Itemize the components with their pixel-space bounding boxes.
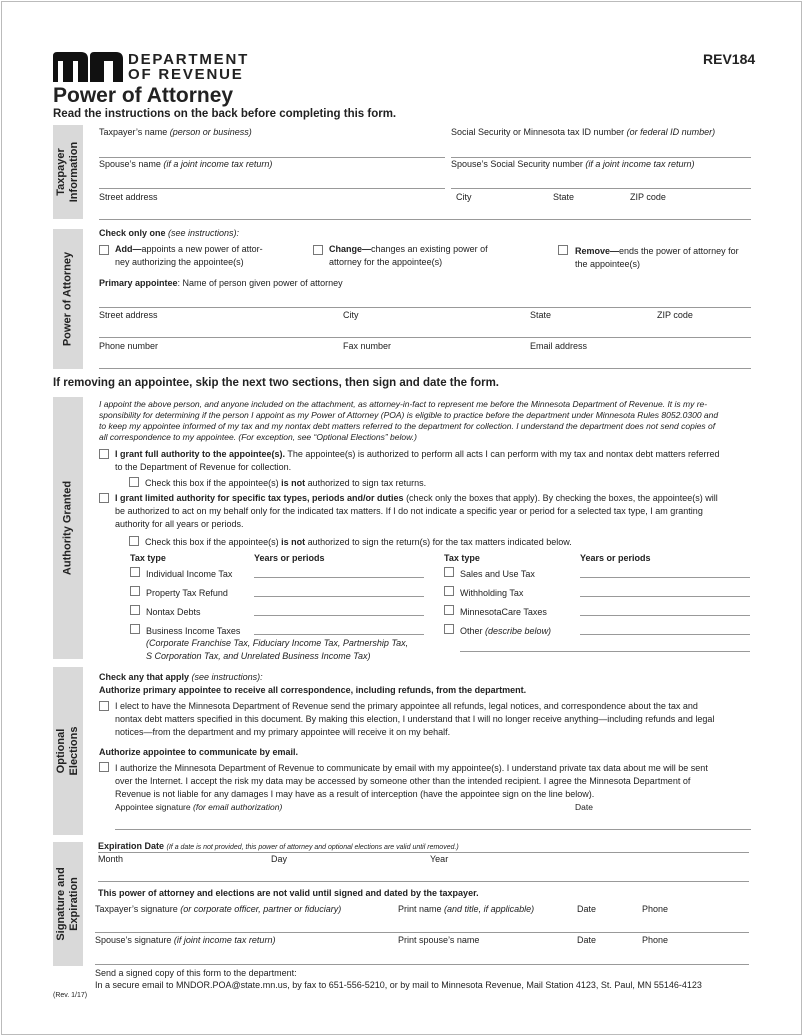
authority-band: Authority Granted bbox=[53, 397, 83, 659]
expiration-date-label: Expiration Date (If a date is not provided, this power of attorney and optional elections are valid until removed.) bbox=[98, 841, 459, 851]
taxpayer-signature-label: Taxpayer’s signature (or corporate officer, partner or fiduciary) bbox=[95, 904, 342, 914]
tax-type-label: Property Tax Refund bbox=[146, 588, 228, 598]
expiration-date-field[interactable] bbox=[98, 881, 749, 882]
tax-type-label: Withholding Tax bbox=[460, 588, 524, 598]
correspondence-text-1: I elect to have the Minnesota Department of Revenue send the primary appointee all refunds, legal notices, and correspondence about the tax and bbox=[115, 701, 698, 711]
years-field[interactable] bbox=[254, 596, 424, 597]
full-authority-text: I grant full authority to the appointee(s). The appointee(s) is authorized to perform all acts I can perform with my tax and nontax debt matters referred bbox=[115, 449, 720, 459]
optional-band: Optional Elections bbox=[53, 667, 83, 835]
street-label: Street address bbox=[99, 192, 158, 202]
authority-intro-2: sponsibility for determining if the person I appoint as my Power of Attorney (POA) is eligible to practice before the department under Minnesota Rules 8052.0300 and bbox=[99, 410, 719, 420]
fax-label: Fax number bbox=[343, 341, 392, 351]
limited-authority-checkbox[interactable] bbox=[99, 493, 109, 503]
remove-label-2: the appointee(s) bbox=[575, 259, 641, 269]
years-field[interactable] bbox=[580, 615, 750, 616]
spouse-ssn-label: Spouse’s Social Security number (if a joint income tax return) bbox=[451, 159, 695, 169]
form-number: REV184 bbox=[703, 51, 756, 67]
years-field[interactable] bbox=[254, 615, 424, 616]
tax-type-checkbox[interactable] bbox=[444, 586, 454, 596]
appointee-signature-label: Appointee signature (for email authorization) bbox=[115, 802, 283, 812]
poa-street-label: Street address bbox=[99, 310, 158, 320]
month-label: Month bbox=[98, 854, 124, 864]
full-authority-text-2: to the Department of Revenue for collection. bbox=[115, 462, 292, 472]
poa-band: Power of Attorney bbox=[53, 229, 83, 369]
email-text-3: Revenue is not liable for any damages I may have as a result of interception (have the appointee sign on the line below). bbox=[115, 789, 595, 799]
poa-state-label: State bbox=[530, 310, 552, 320]
tax-type-label: Other (describe below) bbox=[460, 626, 552, 636]
years-field[interactable] bbox=[580, 577, 750, 578]
change-checkbox[interactable] bbox=[313, 245, 323, 255]
city-label: City bbox=[456, 192, 472, 202]
col-tax-type-left: Tax type bbox=[130, 553, 166, 563]
limited-not-sign-checkbox[interactable] bbox=[129, 536, 139, 546]
taxpayer-signature-field[interactable] bbox=[95, 932, 749, 933]
years-field[interactable] bbox=[580, 634, 750, 635]
tax-type-label: MinnesotaCare Taxes bbox=[460, 607, 547, 617]
limited-authority-text-3: authority for all years or periods. bbox=[115, 519, 244, 529]
tax-type-checkbox[interactable] bbox=[444, 624, 454, 634]
mn-logo-icon bbox=[53, 52, 123, 87]
primary-appointee-label: Primary appointee: Name of person given power of attorney bbox=[99, 278, 343, 288]
spouse-signature-label: Spouse’s signature (if joint income tax return) bbox=[95, 935, 276, 945]
years-field[interactable] bbox=[580, 596, 750, 597]
authority-intro-3: to keep my appointee informed of my tax and my nontax debt matters referred to the department for collection. I understand the department does not send copies of bbox=[99, 421, 716, 431]
col-years-right: Years or periods bbox=[580, 553, 651, 563]
limited-authority-text-2: be authorized to act on my behalf only for the indicated tax matters. If I do not indicate a specific year or period for a selected tax type, I am granting bbox=[115, 506, 703, 516]
years-field[interactable] bbox=[254, 634, 424, 635]
removing-note: If removing an appointee, skip the next two sections, then sign and date the form. bbox=[53, 377, 500, 389]
tax-type-checkbox[interactable] bbox=[130, 605, 140, 615]
other-describe-field[interactable] bbox=[460, 651, 750, 652]
spouse-date-label: Date bbox=[577, 935, 597, 945]
email-text-1: I authorize the Minnesota Department of Revenue to communicate by email with my appointee(s). I understand private tax data about me will be sent bbox=[115, 763, 708, 773]
zip-label: ZIP code bbox=[630, 192, 666, 202]
correspondence-text-3: notices—from the department and my primary appointee will receive it on my behalf. bbox=[115, 727, 451, 737]
col-years-left: Years or periods bbox=[254, 553, 325, 563]
remove-label: Remove—ends the power of attorney for bbox=[575, 246, 739, 256]
email-label: Email address bbox=[530, 341, 588, 351]
tax-type-checkbox[interactable] bbox=[444, 605, 454, 615]
tax-type-label: Business Income Taxes bbox=[146, 626, 241, 636]
spouse-signature-field[interactable] bbox=[95, 964, 749, 965]
day-label: Day bbox=[271, 854, 288, 864]
authority-intro-4: all correspondence to my appointee. (For exception, see “Optional Elections” below.) bbox=[99, 432, 417, 442]
business-tax-note-2: S Corporation Tax, and Unrelated Business Income Tax) bbox=[146, 651, 371, 661]
tax-type-label: Individual Income Tax bbox=[146, 569, 233, 579]
phone-label: Phone number bbox=[99, 341, 159, 351]
spouse-name-label: Spouse’s name (if a joint income tax return) bbox=[99, 159, 273, 169]
tax-type-label: Sales and Use Tax bbox=[460, 569, 535, 579]
taxpayer-name-field[interactable] bbox=[99, 157, 445, 158]
email-text-2: over the Internet. I accept the risk my data may be accessed by someone other than the intended recipient. I agree the Minnesota Department of bbox=[115, 776, 691, 786]
taxpayer-band: Taxpayer Information bbox=[53, 125, 83, 219]
correspondence-text-2: nontax debt matters specified in this document. By making this election, I understand that I will no longer receive anything—including refunds and legal bbox=[115, 714, 715, 724]
spouse-ssn-field[interactable] bbox=[451, 188, 751, 189]
send-instructions-1: Send a signed copy of this form to the department: bbox=[95, 968, 297, 978]
taxpayer-phone-label: Phone bbox=[642, 904, 669, 914]
signature-band: Signature and Expiration bbox=[53, 842, 83, 966]
spouse-phone-label: Phone bbox=[642, 935, 669, 945]
tax-type-checkbox[interactable] bbox=[130, 567, 140, 577]
authorize-email-heading: Authorize appointee to communicate by email. bbox=[99, 747, 299, 757]
limited-not-sign-label: Check this box if the appointee(s) is not authorized to sign the return(s) for the tax matters indicated below. bbox=[145, 537, 572, 547]
authority-intro-1: I appoint the above person, and anyone included on the attachment, as attorney-in-fact to represent me before the Minnesota Department of Revenue. It is my re- bbox=[99, 399, 708, 409]
primary-appointee-field[interactable] bbox=[99, 307, 751, 308]
correspondence-checkbox[interactable] bbox=[99, 701, 109, 711]
col-tax-type-right: Tax type bbox=[444, 553, 480, 563]
year-label: Year bbox=[430, 854, 449, 864]
full-not-sign-label: Check this box if the appointee(s) is not authorized to sign tax returns. bbox=[145, 478, 427, 488]
appointee-signature-field[interactable] bbox=[115, 829, 751, 830]
spouse-name-field[interactable] bbox=[99, 188, 445, 189]
send-instructions-2: In a secure email to MNDOR.POA@state.mn.us, by fax to 651-556-5210, or by mail to Minnesota Revenue, Mail Station 4123, St. Paul, MN 55146-4123 bbox=[95, 980, 702, 990]
authorize-correspondence-heading: Authorize primary appointee to receive all correspondence, including refunds, from the department. bbox=[99, 685, 527, 695]
tax-type-checkbox[interactable] bbox=[130, 624, 140, 634]
tax-type-label: Nontax Debts bbox=[146, 607, 201, 617]
poa-contact-field[interactable] bbox=[99, 368, 751, 369]
remove-checkbox[interactable] bbox=[558, 245, 568, 255]
poa-city-label: City bbox=[343, 310, 359, 320]
years-field[interactable] bbox=[254, 577, 424, 578]
change-label: Change—changes an existing power of bbox=[329, 244, 488, 254]
ssn-label: Social Security or Minnesota tax ID number (or federal ID number) bbox=[451, 127, 716, 137]
tax-type-checkbox[interactable] bbox=[130, 586, 140, 596]
full-not-sign-checkbox[interactable] bbox=[129, 477, 139, 487]
instructions-note: Read the instructions on the back before completing this form. bbox=[53, 108, 397, 120]
revision-label: (Rev. 1/17) bbox=[53, 992, 88, 999]
limited-authority-text: I grant limited authority for specific tax types, periods and/or duties (check only the boxes that apply). By checking the boxes, the appointee(s) will bbox=[115, 493, 718, 503]
appointee-date-label: Date bbox=[575, 802, 593, 812]
change-label-2: attorney for the appointee(s) bbox=[329, 257, 443, 267]
taxpayer-date-label: Date bbox=[577, 904, 597, 914]
email-checkbox[interactable] bbox=[99, 762, 109, 772]
add-checkbox[interactable] bbox=[99, 245, 109, 255]
page-title: Power of Attorney bbox=[53, 84, 234, 107]
check-any: Check any that apply (see instructions): bbox=[99, 672, 263, 682]
logo-line-2: OF REVENUE bbox=[128, 66, 244, 83]
check-only-one: Check only one (see instructions): bbox=[99, 228, 240, 238]
print-name-label: Print name (and title, if applicable) bbox=[398, 904, 535, 914]
business-tax-note-1: (Corporate Franchise Tax, Fiduciary Income Tax, Partnership Tax, bbox=[146, 638, 409, 648]
logo-line-1: DEPARTMENT bbox=[128, 51, 250, 68]
taxpayer-name-label: Taxpayer’s name (person or business) bbox=[99, 127, 252, 137]
print-spouse-label: Print spouse’s name bbox=[398, 935, 480, 945]
full-authority-checkbox[interactable] bbox=[99, 449, 109, 459]
state-label: State bbox=[553, 192, 575, 202]
tax-type-checkbox[interactable] bbox=[444, 567, 454, 577]
poa-address-field[interactable] bbox=[99, 337, 751, 338]
taxpayer-address-field[interactable] bbox=[99, 219, 751, 220]
add-label-2: ney authorizing the appointee(s) bbox=[115, 257, 244, 267]
poa-zip-label: ZIP code bbox=[657, 310, 693, 320]
ssn-field[interactable] bbox=[451, 157, 751, 158]
add-label: Add—appoints a new power of attor- bbox=[115, 244, 263, 254]
not-valid-note: This power of attorney and elections are not valid until signed and dated by the taxpayer. bbox=[98, 888, 479, 898]
expiration-date-field[interactable] bbox=[98, 852, 749, 853]
